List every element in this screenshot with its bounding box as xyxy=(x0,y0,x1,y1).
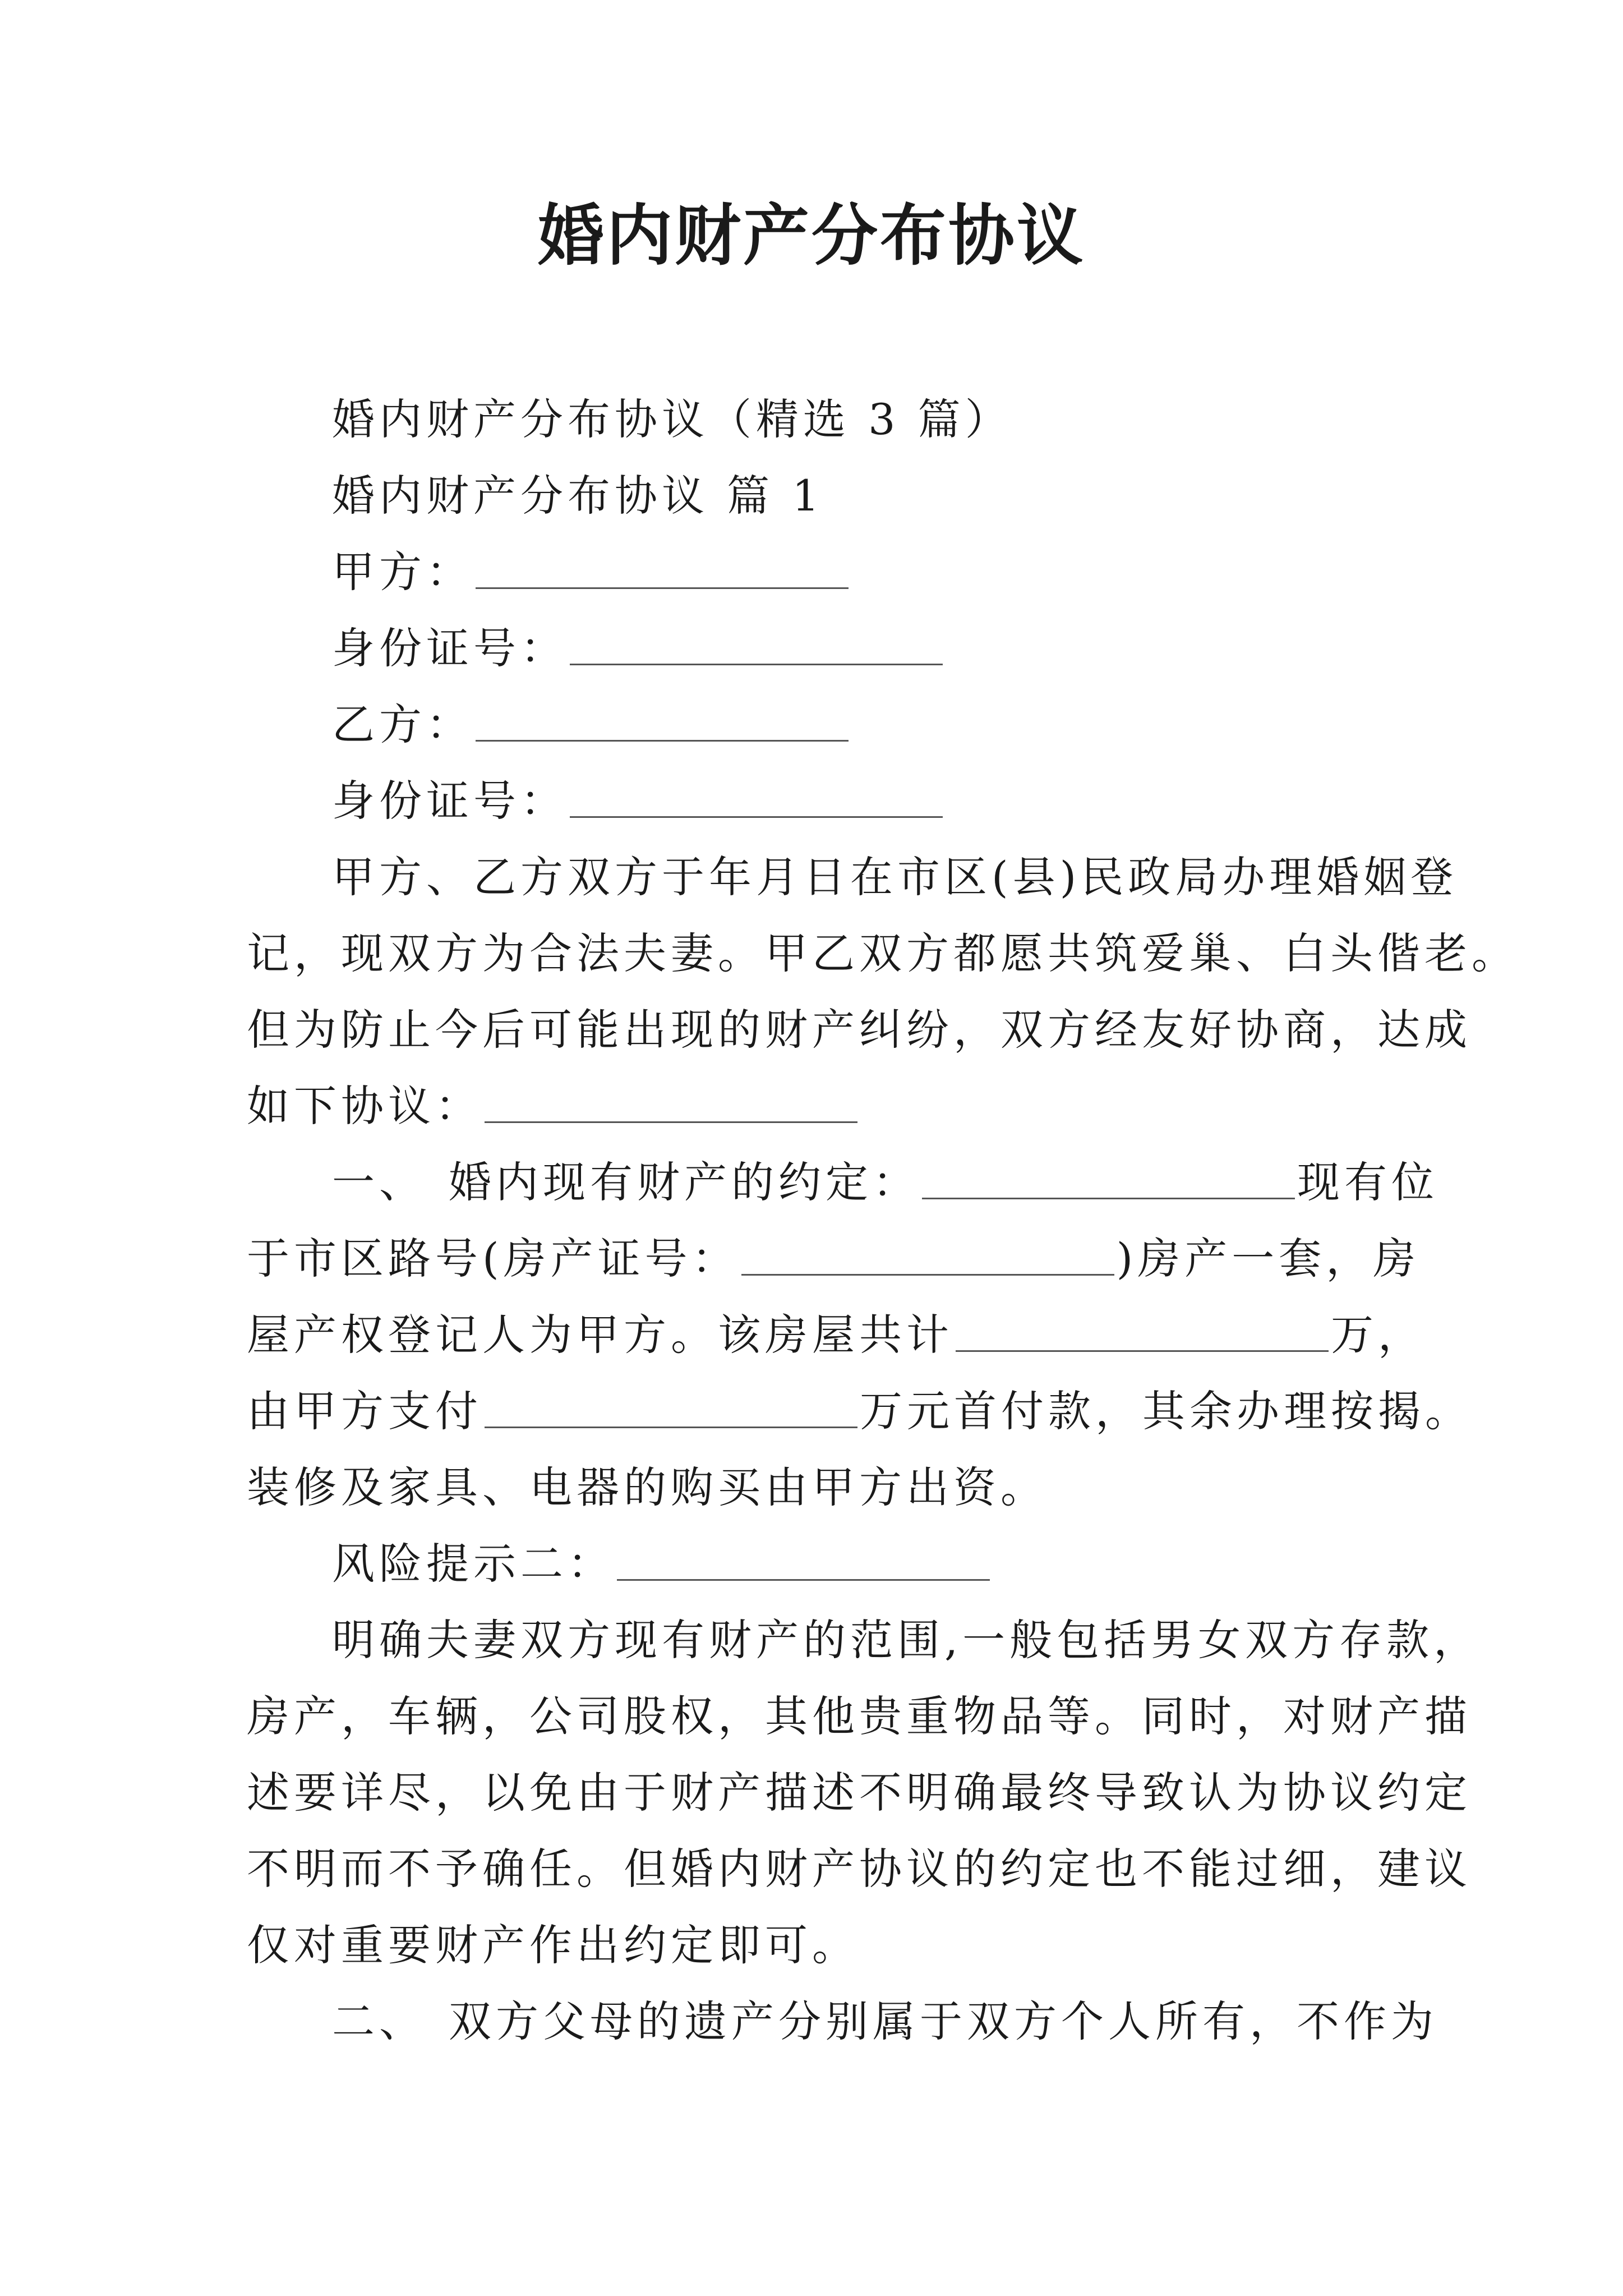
document-body xyxy=(247,381,1519,2060)
paragraph-text: 现有位 xyxy=(1297,1157,1438,1207)
paragraph-text: 房产，车辆，公司股权，其他贵重物品等。同时，对财产描 xyxy=(247,1691,1472,1741)
paragraph-line xyxy=(247,1450,1391,1526)
paragraph-line xyxy=(247,1678,1472,1755)
paragraph-line xyxy=(247,1144,1438,1221)
party-a-field xyxy=(247,534,1391,610)
house-total-blank xyxy=(956,1311,1329,1352)
down-payment-blank xyxy=(485,1387,857,1428)
section-heading xyxy=(247,458,1391,534)
paragraph-text: 由甲方支付 xyxy=(247,1386,482,1436)
paragraph-text: 装修及家具、电器的购买由甲方出资。 xyxy=(247,1462,1048,1512)
paragraph-text: 万， xyxy=(1331,1310,1425,1360)
party-b-id-field xyxy=(247,763,1391,839)
paragraph-text: 万元首付款，其余办理按揭。 xyxy=(860,1386,1472,1436)
paragraph-line xyxy=(247,839,1458,915)
section-heading-text: 婚内财产分布协议 篇 1 xyxy=(332,471,824,521)
party-a-blank xyxy=(476,548,849,589)
paragraph-line xyxy=(247,1984,1438,2060)
subtitle-text: 婚内财产分布协议（精选 3 篇） xyxy=(332,394,1012,444)
paragraph-line xyxy=(247,1755,1472,1831)
party-b-id-label: 身份证号： xyxy=(332,776,568,826)
paragraph-text: 甲方、乙方双方于年月日在市区(县)民政局办理婚姻登 xyxy=(332,852,1458,902)
agreement-blank xyxy=(485,1082,857,1123)
paragraph-line xyxy=(247,992,1472,1068)
paragraph-line xyxy=(247,1907,1391,1984)
party-b-label: 乙方： xyxy=(332,700,473,749)
risk-note-line xyxy=(247,1526,1391,1602)
paragraph-line xyxy=(247,1373,1472,1450)
paragraph-text: 如下协议： xyxy=(247,1081,482,1131)
document-title: 婚内财产分布协议 xyxy=(537,196,1085,274)
paragraph-line xyxy=(247,1831,1472,1907)
paragraph-text: )房产一套，房 xyxy=(1116,1234,1421,1283)
party-b-blank xyxy=(476,701,849,742)
paragraph-text: 于市区路号(房产证号： xyxy=(247,1234,739,1283)
subtitle-line xyxy=(247,381,1391,458)
risk-note-label: 风险提示二： xyxy=(332,1539,615,1589)
paragraph-text: 婚内现有财产的约定： xyxy=(449,1157,920,1207)
party-a-id-label: 身份证号： xyxy=(332,623,568,673)
paragraph-line xyxy=(247,1068,1391,1144)
party-b-id-blank xyxy=(570,777,943,818)
risk-note-blank xyxy=(617,1540,990,1581)
paragraph-line xyxy=(247,1297,1425,1373)
paragraph-text: 但为防止今后可能出现的财产纠纷，双方经友好协商，达成 xyxy=(247,1005,1472,1055)
clause-number: 二、 xyxy=(332,1996,426,2046)
paragraph-text: 双方父母的遗产分别属于双方个人所有，不作为 xyxy=(449,1996,1438,2046)
party-a-id-field xyxy=(247,610,1391,687)
paragraph-text: 屋产权登记人为甲方。该房屋共计 xyxy=(247,1310,953,1360)
paragraph-text: 明确夫妻双方现有财产的范围,一般包括男女双方存款， xyxy=(332,1615,1481,1665)
paragraph-line xyxy=(247,1602,1481,1678)
deed-number-blank xyxy=(741,1235,1114,1276)
property-blank xyxy=(922,1158,1295,1199)
party-b-field xyxy=(247,687,1391,763)
party-a-id-blank xyxy=(570,624,943,665)
paragraph-text: 述要详尽，以免由于财产描述不明确最终导致认为协议约定 xyxy=(247,1768,1472,1818)
paragraph-text: 记，现双方为合法夫妻。甲乙双方都愿共筑爱巢、白头偕老。 xyxy=(247,928,1519,978)
clause-number: 一、 xyxy=(332,1157,426,1207)
paragraph-line xyxy=(247,915,1519,992)
paragraph-line xyxy=(247,1221,1421,1297)
party-a-label: 甲方： xyxy=(332,547,473,597)
paragraph-text: 不明而不予确任。但婚内财产协议的约定也不能过细，建议 xyxy=(247,1844,1472,1894)
paragraph-text: 仅对重要财产作出约定即可。 xyxy=(247,1920,859,1970)
